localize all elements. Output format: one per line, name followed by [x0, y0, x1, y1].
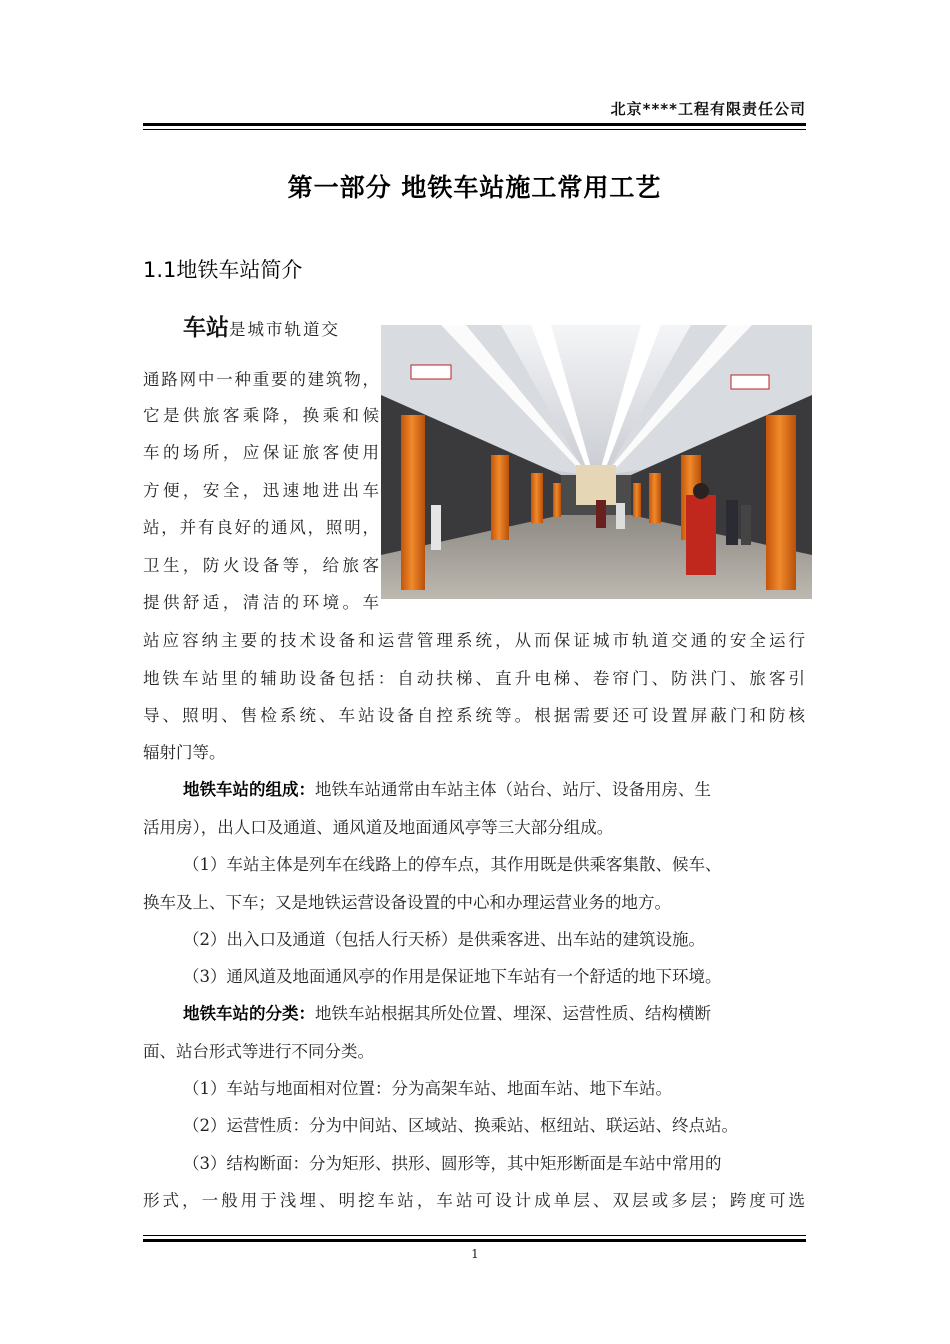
composition-item: （1）车站主体是列车在线路上的停车点，其作用既是供乘客集散、候车、 — [183, 855, 722, 874]
intro-line: 车的场所，应保证旅客使用 — [143, 443, 379, 462]
composition-line: 地铁车站通常由车站主体（站台、站厅、设备用房、生 — [315, 780, 711, 799]
section-heading: 1.1地铁车站简介 — [143, 258, 303, 282]
intro-line: 是城市轨道交 — [229, 320, 340, 339]
intro-line: 卫生，防火设备等，给旅客 — [143, 556, 379, 575]
subway-station-photo — [381, 325, 812, 599]
classification-item: （1）车站与地面相对位置：分为高架车站、地面车站、地下车站。 — [183, 1079, 672, 1098]
intro-line: 它是供旅客乘降，换乘和候 — [143, 406, 379, 425]
classification-item: 形式，一般用于浅埋、明挖车站，车站可设计成单层、双层或多层；跨度可选 — [143, 1191, 805, 1210]
header-rule-thick — [143, 123, 806, 126]
lead-word: 车站 — [183, 315, 229, 341]
page-number: 1 — [471, 1247, 479, 1261]
intro-line: 方便，安全，迅速地进出车 — [143, 481, 379, 500]
intro-line: 站，并有良好的通风，照明， — [143, 518, 379, 537]
footer-rule-thick — [143, 1239, 806, 1242]
composition-label: 地铁车站的组成： — [183, 780, 315, 799]
intro-cont-line: 站应容纳主要的技术设备和运营管理系统，从而保证城市轨道交通的安全运行 — [143, 631, 805, 650]
composition-item: （3）通风道及地面通风亭的作用是保证地下车站有一个舒适的地下环境。 — [183, 967, 722, 986]
header-company-name: 北京****工程有限责任公司 — [610, 100, 806, 118]
intro-cont-line: 辐射门等。 — [143, 743, 226, 762]
intro-line: 通路网中一种重要的建筑物， — [143, 370, 379, 389]
classification-item: （3）结构断面：分为矩形、拱形、圆形等，其中矩形断面是车站中常用的 — [183, 1154, 722, 1173]
footer-rule-thin — [143, 1235, 806, 1236]
composition-line: 活用房），出人口及通道、通风道及地面通风亭等三大部分组成。 — [143, 818, 614, 837]
document-title: 第一部分 地铁车站施工常用工艺 — [287, 173, 662, 202]
header-rule-thin — [143, 129, 806, 130]
classification-item: （2）运营性质：分为中间站、区域站、换乘站、枢纽站、联运站、终点站。 — [183, 1116, 738, 1135]
intro-cont-line: 导、照明、售检系统、车站设备自控系统等。根据需要还可设置屏蔽门和防核 — [143, 706, 805, 725]
intro-cont-line: 地铁车站里的辅助设备包括：自动扶梯、直升电梯、卷帘门、防洪门、旅客引 — [143, 669, 805, 688]
classification-label: 地铁车站的分类： — [183, 1004, 315, 1023]
classification-line: 面、站台形式等进行不同分类。 — [143, 1042, 374, 1061]
composition-item: 换车及上、下车；又是地铁运营设备设置的中心和办理运营业务的地方。 — [143, 893, 671, 912]
classification-paragraph-start — [183, 1004, 805, 1024]
classification-line: 地铁车站根据其所处位置、埋深、运营性质、结构横断 — [315, 1004, 711, 1023]
intro-line: 提供舒适，清洁的环境。车 — [143, 593, 379, 612]
composition-item: （2）出入口及通道（包括人行天桥）是供乘客进、出车站的建筑设施。 — [183, 930, 705, 949]
composition-paragraph-start — [183, 780, 805, 800]
intro-first-line — [183, 315, 379, 341]
